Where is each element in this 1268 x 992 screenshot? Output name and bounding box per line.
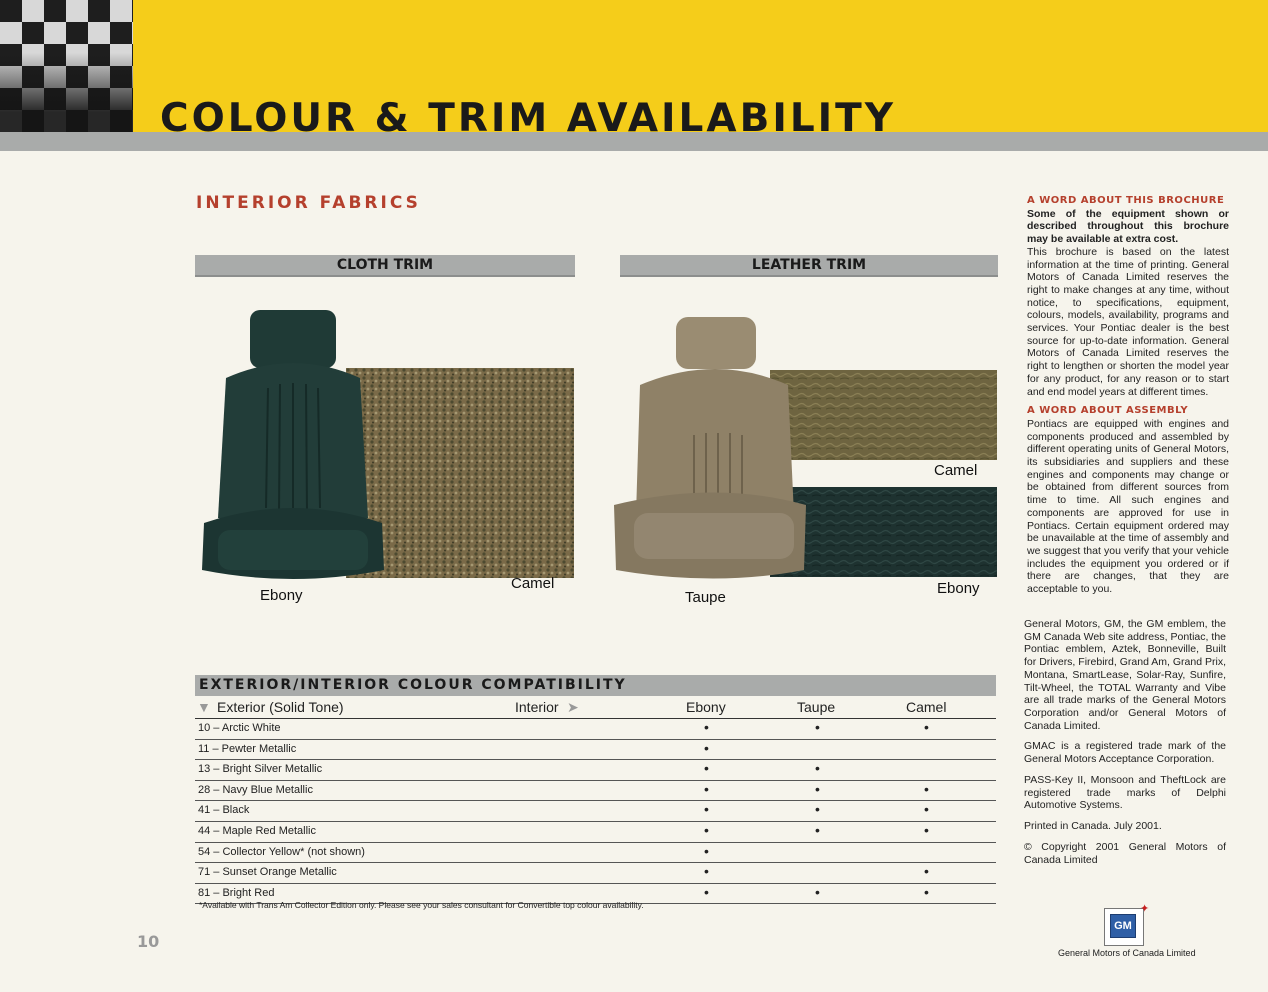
availability-dot-camel: • <box>924 821 929 838</box>
table-footnote: *Available with Trans Am Collector Edition only. Please see your sales consultant for Convertible top colour availability. <box>199 900 644 910</box>
availability-dot-taupe: • <box>815 883 820 900</box>
availability-dot-taupe: • <box>815 801 820 818</box>
table-row <box>195 801 996 822</box>
leather-ebony-caption: Ebony <box>937 580 980 597</box>
copyright-text: © Copyright 2001 General Motors of Canada Limited <box>1024 841 1226 866</box>
exterior-colour-name: 81 – Bright Red <box>198 886 275 899</box>
availability-dot-camel: • <box>924 719 929 735</box>
exterior-colour-name: 13 – Bright Silver Metallic <box>198 763 323 776</box>
availability-dot-camel: • <box>924 883 929 900</box>
right-arrow-icon: ➤ <box>567 699 579 715</box>
page-headline: COLOUR & TRIM AVAILABILITY <box>160 96 897 141</box>
column-ebony: Ebony <box>686 699 726 715</box>
cloth-trim-header: CLOTH TRIM <box>195 255 575 275</box>
table-row <box>195 863 996 884</box>
assembly-heading: A WORD ABOUT ASSEMBLY <box>1027 405 1189 417</box>
exterior-colour-name: 54 – Collector Yellow* (not shown) <box>198 845 365 858</box>
gmac-text: GMAC is a registered trade mark of the General Motors Acceptance Corporation. <box>1024 740 1226 765</box>
gm-logo-caption: General Motors of Canada Limited <box>1058 948 1196 958</box>
page-number: 10 <box>137 932 160 951</box>
availability-dot-ebony: • <box>704 719 709 735</box>
exterior-colour-name: 10 – Arctic White <box>198 722 281 734</box>
table-row <box>195 719 996 740</box>
availability-dot-ebony: • <box>704 801 709 818</box>
printed-text: Printed in Canada. July 2001. <box>1024 820 1162 832</box>
availability-dot-ebony: • <box>704 863 709 880</box>
exterior-colour-name: 28 – Navy Blue Metallic <box>198 783 313 796</box>
availability-dot-camel: • <box>924 863 929 880</box>
table-row <box>195 822 996 843</box>
availability-dot-ebony: • <box>704 821 709 838</box>
column-taupe: Taupe <box>797 699 836 715</box>
exterior-colour-name: 11 – Pewter Metallic <box>198 742 297 755</box>
cloth-swatch-caption: Camel <box>511 575 555 592</box>
brochure-text: This brochure is based on the latest information at the time of printing. General Motors of Canada Limited reserves the right to make changes at any time, without notice, to specifications, equipment, colours, models, availability, programs and services. Your Pontiac dealer is the best source for up-to-date information. General Motors of Canada Limited reserves the right to lengthen or shorten the model year for any product, for any reason or to start and end model years at different times. <box>1027 245 1229 398</box>
gm-logo-mark: GM <box>1110 914 1136 938</box>
cloth-seat-image <box>198 308 388 588</box>
exterior-colour-name: 41 – Black <box>198 804 250 817</box>
sidebar-notes <box>1027 195 1229 596</box>
leather-trim-header: LEATHER TRIM <box>620 255 998 275</box>
table-row <box>195 760 996 781</box>
table-row <box>195 781 996 802</box>
column-camel: Camel <box>906 699 947 715</box>
availability-dot-taupe: • <box>815 760 820 777</box>
compatibility-title: EXTERIOR/INTERIOR COLOUR COMPATIBILITY <box>195 675 996 696</box>
table-column-header-row <box>195 697 996 719</box>
availability-dot-ebony: • <box>704 739 709 756</box>
table-row <box>195 843 996 864</box>
availability-dot-taupe: • <box>815 780 820 797</box>
leather-seat-caption: Taupe <box>685 589 726 606</box>
availability-dot-ebony: • <box>704 760 709 777</box>
leather-seat-image <box>610 315 810 590</box>
cloth-seat-caption: Ebony <box>260 587 303 604</box>
exterior-colour-name: 71 – Sunset Orange Metallic <box>198 866 337 879</box>
delphi-text: PASS-Key II, Monsoon and TheftLock are registered trade marks of Delphi Automotive Systems. <box>1024 774 1226 812</box>
availability-dot-ebony: • <box>704 842 709 859</box>
down-arrow-icon: ▼ <box>197 699 211 715</box>
trademarks-text: General Motors, GM, the GM emblem, the GM Canada Web site address, Pontiac, the Pontiac emblem, Aztek, Bonneville, Built for Drivers, Firebird, Grand Am, Grand Prix, Montana, SmartLease, Solar-Ray, Sunfire, Tilt-Wheel, the TOTAL Warranty and Vibe are all trade marks of the General Motors Corporation and/or General Motors of Canada Limited. <box>1024 618 1226 732</box>
gm-logo <box>1104 908 1144 946</box>
checkered-flag-photo <box>0 0 133 132</box>
compatibility-table <box>195 697 996 904</box>
assembly-text: Pontiacs are equipped with engines and components produced and assembled by different operating units of General Motors, its subsidiaries and suppliers and these engines and components may change or be obtained from different sources from time to time. All such engines and components are approved for use in Pontiacs. Certain equipment ordered may be unavailable at the time of assembly and we suggest that you verify that your vehicle includes the equipment you ordered or if there are changes, that they are acceptable to you. <box>1027 417 1229 596</box>
table-row <box>195 740 996 761</box>
availability-dot-ebony: • <box>704 883 709 900</box>
availability-dot-taupe: • <box>815 719 820 735</box>
maple-leaf-icon: ✦ <box>1140 903 1150 915</box>
exterior-label: Exterior (Solid Tone) <box>217 699 344 715</box>
leather-camel-caption: Camel <box>934 462 978 479</box>
exterior-colour-name: 44 – Maple Red Metallic <box>198 824 317 837</box>
availability-dot-taupe: • <box>815 821 820 838</box>
availability-dot-camel: • <box>924 801 929 818</box>
section-title: INTERIOR FABRICS <box>196 193 421 213</box>
availability-dot-camel: • <box>924 780 929 797</box>
brochure-heading: A WORD ABOUT THIS BROCHURE <box>1027 195 1225 206</box>
interior-label: Interior <box>515 699 559 715</box>
availability-dot-ebony: • <box>704 780 709 797</box>
brochure-bold-text: Some of the equipment shown or described throughout this brochure may be available at extra cost. <box>1027 207 1229 246</box>
